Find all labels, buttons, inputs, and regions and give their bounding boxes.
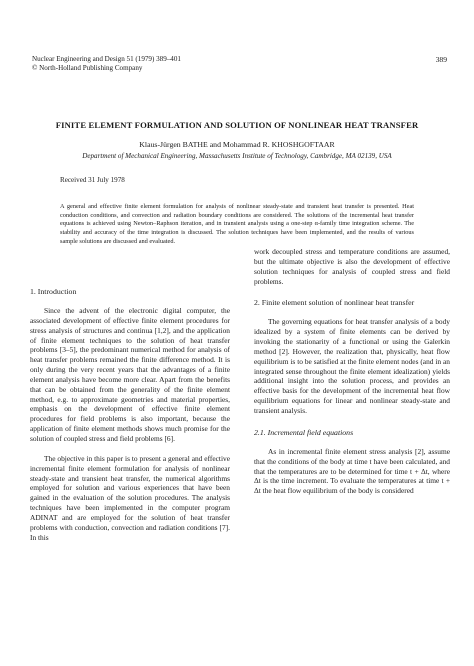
- publisher-line: © North-Holland Publishing Company: [32, 64, 143, 72]
- received-date: Received 31 July 1978: [60, 176, 125, 184]
- section-1-heading: 1. Introduction: [30, 287, 77, 296]
- right-column: [254, 247, 450, 496]
- abstract: A general and effective finite element formulation for analysis of nonlinear steady-state and transient heat transfer is presented. Heat conduction conditions, and convection and radiation boundary conditions are considered. The solutions of the incremental heat transfer equations is achieved using Newton–Raphson iteration, and in transient analysis using a one-step α-family time integration scheme. The stability and accuracy of the time integration is discussed. The solution techniques have been implemented, and the results of various sample solutions are discussed and evaluated.: [60, 203, 414, 245]
- section-2-heading: 2. Finite element solution of nonlinear heat transfer: [254, 298, 415, 308]
- affiliation: Department of Mechanical Engineering, Massachusetts Institute of Technology, Cambridge, MA 02139, USA: [82, 152, 392, 160]
- left-column: [30, 287, 230, 542]
- intro-paragraph-1: Since the advent of the electronic digital computer, the associated development of effective finite element procedures for stress analysis of structures and continua [1,2], and the application of finite element techniques to the solution of heat transfer problems [3–5], the predominant numerical method for analysis of heat transfer problems remained the finite difference method. It is only during the very recent years that the advantages of a finite element analysis have become more clear. Apart from the benefits that can be obtained from the generality of the finite element method, e.g. to approximate geometries and material properties, emphasis on the development of effective finite element procedures for field problems is also important, because the application of finite element methods shows much promise for the solution of coupled stress and field problems [6].: [30, 306, 230, 443]
- page-number: 389: [435, 55, 447, 64]
- section-2-paragraph: The governing equations for heat transfer analysis of a body idealized by a system of finite elements can be derived by invoking the stationarity of a functional or using the Galerkin method [2]. However, the realization that, physically, heat flow equilibrium is to be satisfied at the finite element nodes (and in an integrated sense throughout the finite element idealization) yields additional insight into the solution process, and provides an effective basis for the development of the incremental heat flow equilibrium equations for linear and nonlinear steady-state and transient analysis.: [254, 317, 450, 415]
- intro-paragraph-2: The objective in this paper is to present a general and effective incremental finite element formulation for analysis of nonlinear steady-state and transient heat transfer, the numerical algorithms employed for solution and various experiences that have been gained in the evaluation of the solution procedures. The analysis techniques have been implemented in the computer program ADINAT and are employed for the solution of heat transfer problems with conduction, convection and radiation conditions [7]. In this: [30, 453, 230, 542]
- author-list: Klaus-Jürgen BATHE and Mohammad R. KHOSHGOFTAAR: [139, 140, 335, 149]
- intro-continuation: work decoupled stress and temperature conditions are assumed, but the ultimate objective is also the development of effective solution techniques for analysis of coupled stress and field problems.: [254, 247, 450, 286]
- paper-title: FINITE ELEMENT FORMULATION AND SOLUTION OF NONLINEAR HEAT TRANSFER: [55, 120, 419, 130]
- journal-header: [32, 55, 181, 73]
- subsection-2-1-paragraph: As in incremental finite element stress analysis [2], assume that the conditions of the body at time t have been calculated, and that the temperatures are to be determined for time t + Δt, where Δt is the time increment. To evaluate the temperatures at time t + Δt the heat flow equilibrium of the body is considered: [254, 446, 450, 496]
- journal-citation: Nuclear Engineering and Design 51 (1979) 389–401: [32, 55, 181, 63]
- subsection-2-1-heading: 2.1. Incremental field equations: [254, 427, 354, 437]
